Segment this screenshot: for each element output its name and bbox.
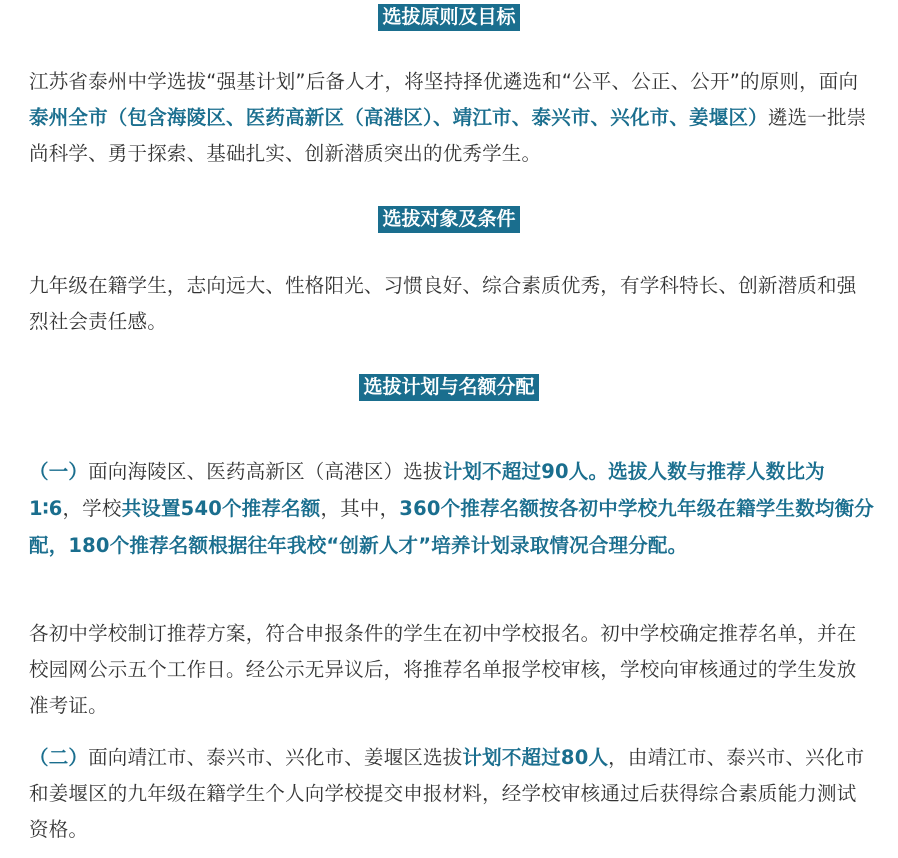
plan-two-highlight-quota: 计划不超过80人 <box>462 746 609 769</box>
section-heading-principles-wrap <box>0 4 898 31</box>
principles-text: 江苏省泰州中学选拔“强基计划”后备人才，将坚持择优遴选和“公平、公正、公开”的原则，面向 <box>29 70 859 93</box>
plan-two-label: （二） <box>29 746 89 769</box>
plan-one-text: 面向海陵区、医药高新区（高港区）选拔 <box>88 460 443 483</box>
paragraph-eligibility: 九年级在籍学生，志向远大、性格阳光、习惯良好、综合素质优秀，有学科特长、创新潜质和强烈社会责任感。 <box>29 274 857 333</box>
plan-one-label: （一） <box>29 460 89 483</box>
plan-one-highlight-distribution: 360个推荐名额按各初中学校九年级在籍学生数均衡分配，180个推荐名额根据往年我校“创新人才”培养计划录取情况合理分配。 <box>29 497 875 557</box>
paragraph-plan-one <box>29 453 875 564</box>
section-heading-plan: 选拔计划与名额分配 <box>359 374 538 401</box>
plan-one-highlight-quota: 计划不超过90人。选拔人数与推荐人数比为1∶6 <box>29 460 825 520</box>
paragraph-principles <box>29 64 875 172</box>
section-heading-eligibility: 选拔对象及条件 <box>378 206 519 233</box>
paragraph-plan-two <box>29 740 875 848</box>
plan-one-text-2: ，学校 <box>62 497 122 520</box>
paragraph-recommendation-process: 各初中学校制订推荐方案，符合申报条件的学生在初中学校报名。初中学校确定推荐名单，并在校园网公示五个工作日。经公示无异议后，将推荐名单报学校审核，学校向审核通过的学生发放准考证。 <box>29 622 857 717</box>
principles-region-highlight: 泰州全市（包含海陵区、医药高新区（高港区）、靖江市、泰兴市、兴化市、姜堰区） <box>29 106 768 129</box>
section-heading-plan-wrap <box>0 374 898 401</box>
plan-one-highlight-slots: 共设置540个推荐名额 <box>121 497 321 520</box>
principles-text-end: 遴选一批崇尚科学、勇于探索、基础扎实、创新潜质突出的优秀学生。 <box>29 106 867 165</box>
plan-two-text-2: ，由靖江市、泰兴市、兴化市和姜堰区的九年级在籍学生个人向学校提交申报材料，经学校审核通过后获得综合素质能力测试资格。 <box>29 746 865 841</box>
section-heading-eligibility-wrap <box>0 206 898 233</box>
plan-one-text-3: ，其中， <box>320 497 400 520</box>
plan-two-text: 面向靖江市、泰兴市、兴化市、姜堰区选拔 <box>88 746 463 769</box>
section-heading-principles: 选拔原则及目标 <box>378 4 519 31</box>
